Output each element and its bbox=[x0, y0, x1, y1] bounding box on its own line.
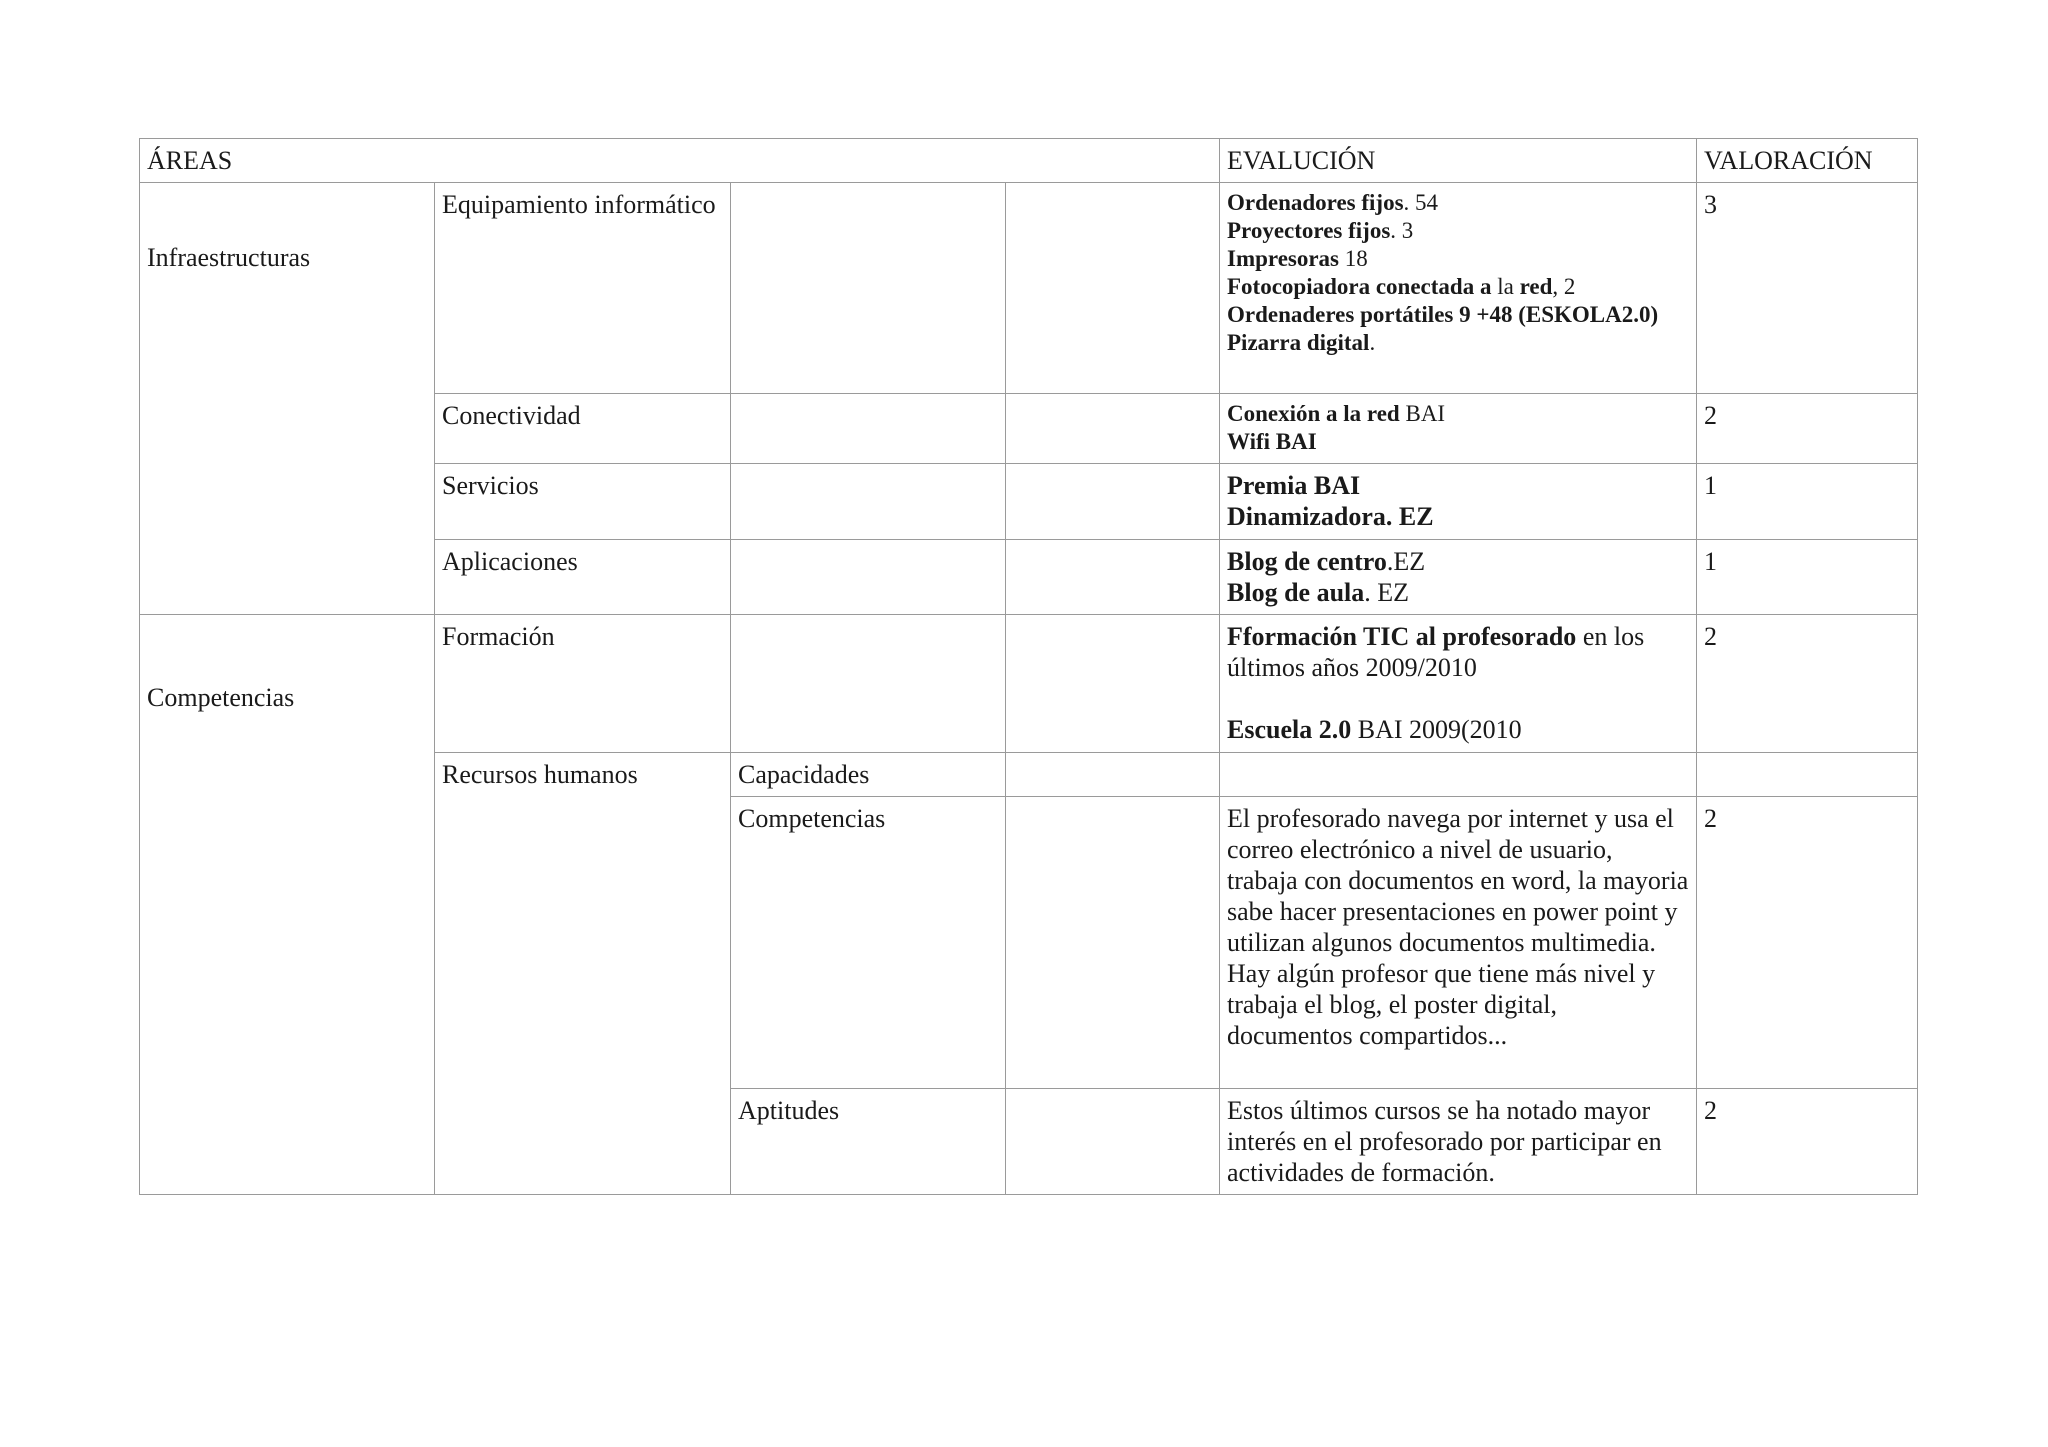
empty-cell bbox=[1006, 464, 1220, 540]
empty-cell bbox=[1006, 394, 1220, 464]
area-competencias: Competencias bbox=[140, 615, 435, 1195]
evaluation-table bbox=[139, 138, 1918, 1195]
empty-cell bbox=[731, 464, 1006, 540]
eval-conectividad: Conexión a la red BAI Wifi BAI bbox=[1220, 394, 1697, 464]
subarea-servicios: Servicios bbox=[435, 464, 731, 540]
valoracion-conectividad: 2 bbox=[1697, 394, 1918, 464]
empty-cell bbox=[731, 183, 1006, 394]
eval-formacion: Fformación TIC al profesorado en los últimos años 2009/2010 Escuela 2.0 BAI 2009(2010 bbox=[1220, 615, 1697, 753]
eval-equipamiento: Ordenadores fijos. 54 Proyectores fijos. 3 Impresoras 18 Fotocopiadora conectada a la red, 2 Ordenaderes portátiles 9 +48 (ESKOLA2.0) Pizarra digital. bbox=[1220, 183, 1697, 394]
subarea-recursos-humanos: Recursos humanos bbox=[435, 753, 731, 1195]
valoracion-equipamiento: 3 bbox=[1697, 183, 1918, 394]
header-valoracion: VALORACIÓN bbox=[1697, 139, 1918, 183]
subarea-formacion: Formación bbox=[435, 615, 731, 753]
area-infraestructuras: Infraestructuras bbox=[140, 183, 435, 615]
eval-servicios: Premia BAI Dinamizadora. EZ bbox=[1220, 464, 1697, 540]
valoracion-aplicaciones: 1 bbox=[1697, 540, 1918, 615]
empty-cell bbox=[731, 615, 1006, 753]
item-aptitudes: Aptitudes bbox=[731, 1089, 1006, 1195]
empty-cell bbox=[1006, 540, 1220, 615]
item-competencias: Competencias bbox=[731, 797, 1006, 1089]
empty-cell bbox=[1006, 753, 1220, 797]
eval-aplicaciones: Blog de centro.EZ Blog de aula. EZ bbox=[1220, 540, 1697, 615]
item-capacidades: Capacidades bbox=[731, 753, 1006, 797]
empty-cell bbox=[1006, 1089, 1220, 1195]
valoracion-formacion: 2 bbox=[1697, 615, 1918, 753]
valoracion-servicios: 1 bbox=[1697, 464, 1918, 540]
header-areas: ÁREAS bbox=[140, 139, 1220, 183]
empty-cell bbox=[1006, 615, 1220, 753]
subarea-conectividad: Conectividad bbox=[435, 394, 731, 464]
eval-aptitudes: Estos últimos cursos se ha notado mayor interés en el profesorado por participar en actividades de formación. bbox=[1220, 1089, 1697, 1195]
empty-cell bbox=[1006, 183, 1220, 394]
empty-cell bbox=[731, 540, 1006, 615]
valoracion-capacidades bbox=[1697, 753, 1918, 797]
subarea-equipamiento: Equipamiento informático bbox=[435, 183, 731, 394]
header-evaluacion: EVALUCIÓN bbox=[1220, 139, 1697, 183]
empty-cell bbox=[731, 394, 1006, 464]
valoracion-competencias: 2 bbox=[1697, 797, 1918, 1089]
empty-cell bbox=[1006, 797, 1220, 1089]
eval-competencias: El profesorado navega por internet y usa el correo electrónico a nivel de usuario, trabaja con documentos en word, la mayoria sabe hacer presentaciones en power point y utilizan algunos documentos multimedia. Hay algún profesor que tiene más nivel y trabaja el blog, el poster digital, documentos compartidos... bbox=[1220, 797, 1697, 1089]
eval-capacidades bbox=[1220, 753, 1697, 797]
valoracion-aptitudes: 2 bbox=[1697, 1089, 1918, 1195]
subarea-aplicaciones: Aplicaciones bbox=[435, 540, 731, 615]
